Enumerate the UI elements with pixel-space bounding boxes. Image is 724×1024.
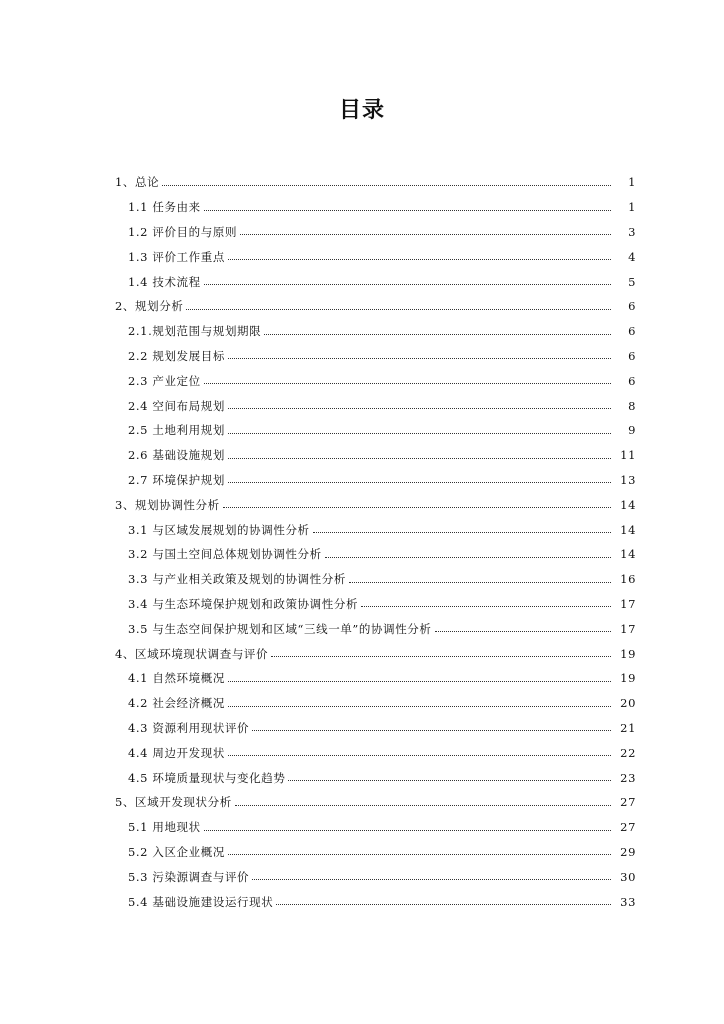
toc-page-number: 27 (620, 820, 636, 835)
toc-page-number: 22 (620, 745, 636, 760)
toc-dot-leader (435, 631, 612, 632)
toc-chapter-entry[interactable] (0, 294, 724, 319)
toc-page-number: 5 (628, 274, 636, 289)
toc-dot-leader (228, 259, 611, 260)
toc-section-entry[interactable] (0, 691, 724, 716)
toc-page-number: 14 (620, 497, 636, 512)
toc-dot-leader (349, 582, 611, 583)
toc-dot-leader (264, 334, 611, 335)
toc-dot-leader (271, 656, 611, 657)
table-of-contents (0, 170, 724, 914)
toc-dot-leader (228, 433, 611, 434)
toc-page-number: 21 (620, 720, 636, 735)
toc-entry-label: 2.7 环境保护规划 (128, 472, 225, 487)
toc-page-number: 29 (620, 844, 636, 859)
toc-section-entry[interactable] (0, 220, 724, 245)
toc-section-entry[interactable] (0, 517, 724, 542)
toc-dot-leader (228, 854, 611, 855)
toc-dot-leader (228, 755, 611, 756)
toc-page-number: 9 (628, 423, 636, 438)
toc-dot-leader (235, 805, 611, 806)
toc-entry-label: 5.1 用地现状 (128, 820, 201, 835)
toc-section-entry[interactable] (0, 567, 724, 592)
toc-page-number: 19 (620, 671, 636, 686)
toc-section-entry[interactable] (0, 666, 724, 691)
toc-page-number: 19 (620, 646, 636, 661)
toc-entry-label: 5.2 入区企业概况 (128, 844, 225, 859)
toc-entry-label: 2.5 土地利用规划 (128, 423, 225, 438)
toc-section-entry[interactable] (0, 840, 724, 865)
toc-entry-label: 2.6 基础设施规划 (128, 448, 225, 463)
toc-dot-leader (162, 185, 611, 186)
toc-section-entry[interactable] (0, 269, 724, 294)
toc-section-entry[interactable] (0, 468, 724, 493)
toc-section-entry[interactable] (0, 319, 724, 344)
toc-entry-label: 3.1 与区域发展规划的协调性分析 (128, 522, 310, 537)
toc-page-number: 17 (620, 621, 636, 636)
toc-dot-leader (228, 458, 611, 459)
toc-entry-label: 2.4 空间布局规划 (128, 398, 225, 413)
toc-entry-label: 1.2 评价目的与原则 (128, 224, 238, 239)
toc-dot-leader (361, 606, 611, 607)
toc-section-entry[interactable] (0, 616, 724, 641)
toc-section-entry[interactable] (0, 443, 724, 468)
toc-section-entry[interactable] (0, 765, 724, 790)
toc-dot-leader (288, 780, 611, 781)
toc-page-number: 11 (620, 448, 636, 463)
toc-section-entry[interactable] (0, 344, 724, 369)
toc-dot-leader (276, 904, 611, 905)
toc-entry-label: 3.3 与产业相关政策及规划的协调性分析 (128, 572, 346, 587)
toc-dot-leader (228, 408, 611, 409)
toc-page-number: 6 (628, 324, 636, 339)
toc-chapter-entry[interactable] (0, 641, 724, 666)
toc-page-number: 1 (628, 200, 636, 215)
toc-entry-label: 3、规划协调性分析 (115, 497, 220, 512)
toc-chapter-entry[interactable] (0, 790, 724, 815)
toc-page-number: 6 (628, 299, 636, 314)
toc-section-entry[interactable] (0, 592, 724, 617)
toc-dot-leader (228, 358, 611, 359)
toc-section-entry[interactable] (0, 815, 724, 840)
toc-section-entry[interactable] (0, 740, 724, 765)
toc-page-number: 14 (620, 547, 636, 562)
toc-section-entry[interactable] (0, 889, 724, 914)
toc-page-number: 13 (620, 472, 636, 487)
toc-dot-leader (252, 879, 611, 880)
toc-entry-label: 1.4 技术流程 (128, 274, 201, 289)
toc-dot-leader (228, 706, 611, 707)
toc-entry-label: 2、规划分析 (115, 299, 184, 314)
toc-chapter-entry[interactable] (0, 170, 724, 195)
toc-entry-label: 1.3 评价工作重点 (128, 249, 225, 264)
toc-section-entry[interactable] (0, 368, 724, 393)
toc-entry-label: 1、总论 (115, 175, 160, 190)
toc-entry-label: 5、区域开发现状分析 (115, 795, 232, 810)
toc-page-number: 27 (620, 795, 636, 810)
toc-page-number: 3 (628, 224, 636, 239)
toc-page-number: 16 (620, 572, 636, 587)
toc-entry-label: 2.3 产业定位 (128, 373, 201, 388)
toc-dot-leader (186, 309, 611, 310)
toc-dot-leader (313, 532, 611, 533)
toc-dot-leader (204, 210, 611, 211)
toc-entry-label: 2.2 规划发展目标 (128, 348, 225, 363)
toc-entry-label: 3.2 与国土空间总体规划协调性分析 (128, 547, 322, 562)
toc-entry-label: 4.4 周边开发现状 (128, 745, 225, 760)
toc-section-entry[interactable] (0, 418, 724, 443)
toc-entry-label: 5.3 污染源调查与评价 (128, 869, 250, 884)
toc-section-entry[interactable] (0, 542, 724, 567)
toc-dot-leader (204, 383, 611, 384)
toc-section-entry[interactable] (0, 195, 724, 220)
toc-dot-leader (223, 507, 611, 508)
toc-page-number: 23 (620, 770, 636, 785)
toc-entry-label: 5.4 基础设施建设运行现状 (128, 894, 274, 909)
toc-page-number: 6 (628, 373, 636, 388)
toc-dot-leader (228, 482, 611, 483)
toc-page-number: 6 (628, 348, 636, 363)
toc-section-entry[interactable] (0, 244, 724, 269)
toc-entry-label: 4、区域环境现状调查与评价 (115, 646, 269, 661)
toc-entry-label: 4.1 自然环境概况 (128, 671, 225, 686)
toc-dot-leader (325, 557, 611, 558)
toc-section-entry[interactable] (0, 864, 724, 889)
toc-entry-label: 3.5 与生态空间保护规划和区域“三线一单”的协调性分析 (128, 621, 432, 636)
toc-dot-leader (204, 284, 611, 285)
toc-entry-label: 3.4 与生态环境保护规划和政策协调性分析 (128, 596, 359, 611)
toc-page-number: 8 (628, 398, 636, 413)
toc-page-number: 30 (620, 869, 636, 884)
toc-dot-leader (204, 830, 611, 831)
toc-page-number: 14 (620, 522, 636, 537)
toc-chapter-entry[interactable] (0, 492, 724, 517)
toc-page-number: 33 (620, 894, 636, 909)
toc-section-entry[interactable] (0, 393, 724, 418)
toc-entry-label: 4.5 环境质量现状与变化趋势 (128, 770, 286, 785)
toc-section-entry[interactable] (0, 716, 724, 741)
toc-page-number: 4 (628, 249, 636, 264)
toc-dot-leader (252, 730, 611, 731)
page-title: 目录 (338, 97, 385, 123)
toc-entry-label: 4.3 资源利用现状评价 (128, 720, 250, 735)
toc-entry-label: 2.1.规划范围与规划期限 (128, 324, 262, 339)
toc-page-number: 20 (620, 696, 636, 711)
toc-dot-leader (228, 681, 611, 682)
toc-page-number: 17 (620, 596, 636, 611)
toc-entry-label: 4.2 社会经济概况 (128, 696, 225, 711)
toc-page-number: 1 (628, 175, 636, 190)
toc-entry-label: 1.1 任务由来 (128, 200, 201, 215)
toc-dot-leader (240, 234, 611, 235)
